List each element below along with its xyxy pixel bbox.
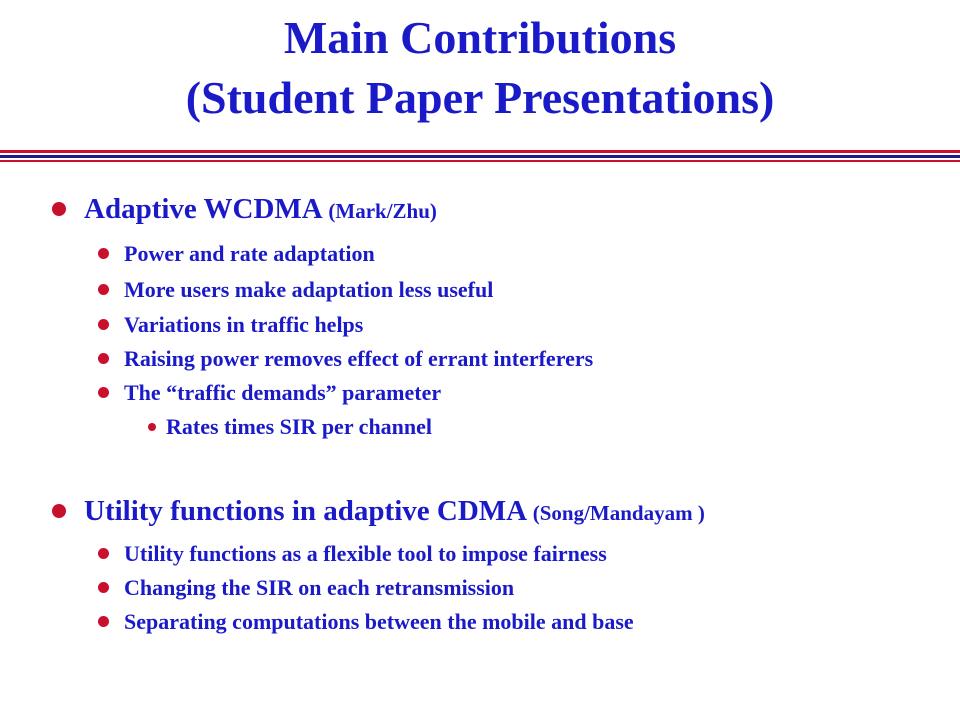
list-item-text: Utility functions as a flexible tool to impose fairness: [124, 541, 607, 566]
section-1-title: Adaptive WCDMA: [84, 193, 329, 225]
bullet-icon: [98, 284, 109, 295]
list-item-text: The “traffic demands” parameter: [124, 380, 442, 405]
bullet-icon: [148, 423, 156, 431]
list-item-text: Rates times SIR per channel: [166, 414, 433, 439]
title-divider-red-bottom: [0, 160, 960, 162]
list-item: [124, 277, 493, 303]
bullet-icon: [98, 387, 109, 398]
section-2-title: Utility functions in adaptive CDMA: [84, 495, 533, 527]
list-item-text: More users make adaptation less useful: [124, 277, 494, 302]
bullet-icon: [98, 548, 109, 559]
section-2-heading: [84, 495, 705, 528]
bullet-icon: [52, 504, 66, 518]
list-item-text: Variations in traffic helps: [124, 312, 364, 337]
list-item: [124, 380, 441, 406]
bullet-icon: [52, 202, 66, 216]
sub-list-item: [166, 414, 432, 440]
list-item: [124, 346, 593, 372]
list-item: [124, 241, 375, 267]
list-item: [124, 609, 634, 635]
section-1-heading: [84, 193, 437, 226]
bullet-icon: [98, 616, 109, 627]
title-line-2: (Student Paper Presentations): [185, 72, 775, 123]
title-divider-red-top: [0, 150, 960, 153]
title-line-1: Main Contributions: [283, 12, 677, 63]
list-item-text: Raising power removes effect of errant interferers: [124, 346, 594, 371]
list-item-text: Separating computations between the mobile and base: [124, 609, 634, 634]
bullet-icon: [98, 582, 109, 593]
list-item-text: Changing the SIR on each retransmission: [124, 575, 515, 600]
list-item-text: Power and rate adaptation: [124, 241, 375, 266]
section-2-authors: (Song/Mandayam ): [532, 501, 705, 525]
section-1-authors: (Mark/Zhu): [328, 199, 437, 223]
bullet-icon: [98, 248, 109, 259]
bullet-icon: [98, 319, 109, 330]
list-item: [124, 575, 514, 601]
title-divider-blue: [0, 155, 960, 158]
bullet-icon: [98, 353, 109, 364]
list-item: [124, 541, 607, 567]
list-item: [124, 312, 363, 338]
slide-title: [0, 8, 960, 128]
